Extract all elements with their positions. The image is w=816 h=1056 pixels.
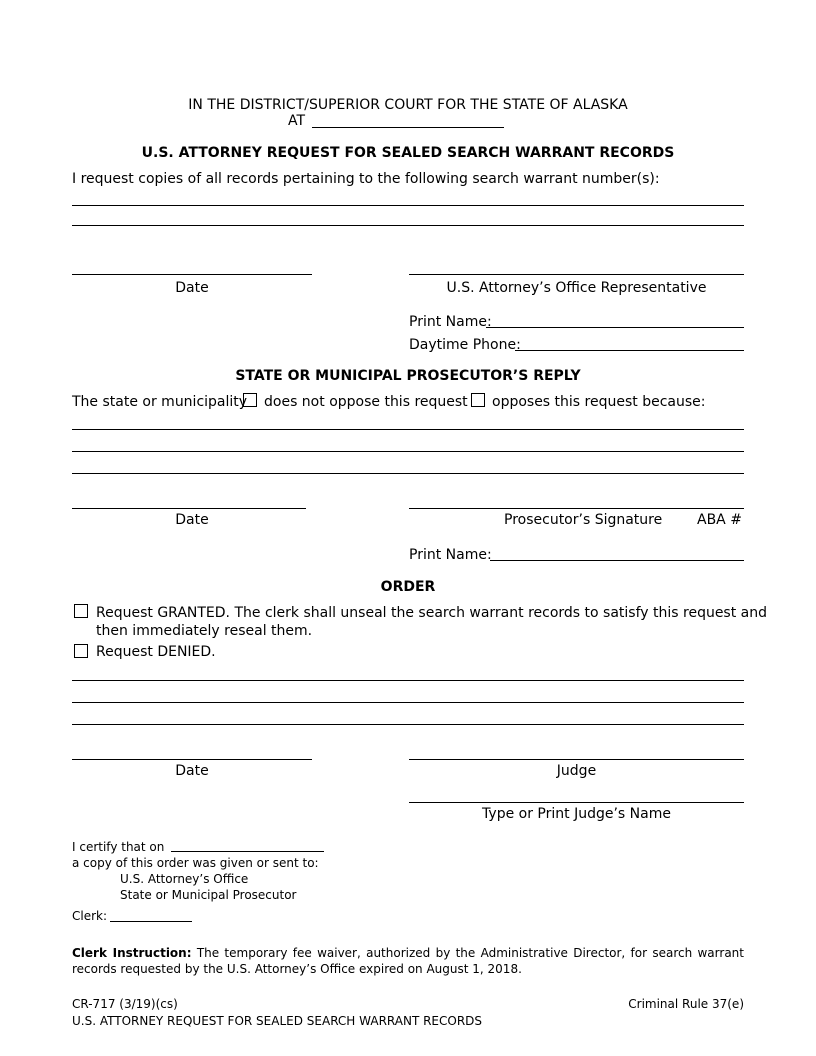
denied-checkbox[interactable]	[74, 644, 88, 658]
reply-date-label: Date	[175, 512, 209, 528]
opposes-checkbox[interactable]	[471, 393, 485, 407]
denied-text: Request DENIED.	[96, 644, 216, 660]
rep-label: U.S. Attorney’s Office Representative	[446, 280, 707, 296]
rep-print-name-field[interactable]	[486, 327, 744, 328]
copy-sent-line: a copy of this order was given or sent to:	[72, 856, 319, 870]
form-number: CR-717 (3/19)(cs)	[72, 997, 178, 1011]
order-date-field[interactable]	[72, 759, 312, 760]
opposes-label: opposes this request because:	[492, 394, 706, 410]
does-not-oppose-checkbox[interactable]	[243, 393, 257, 407]
rule-reference: Criminal Rule 37(e)	[628, 997, 744, 1011]
reply-date-field[interactable]	[72, 508, 306, 509]
opposition-reason-line-2[interactable]	[72, 451, 744, 452]
court-location-field[interactable]	[312, 127, 504, 128]
clerk-label: Clerk:	[72, 909, 108, 923]
rep-phone-label: Daytime Phone:	[409, 337, 521, 353]
warrant-number-line-2[interactable]	[72, 225, 744, 226]
order-note-line-1[interactable]	[72, 680, 744, 681]
at-label: AT	[288, 113, 306, 129]
request-intro: I request copies of all records pertaining to the following search warrant number(s):	[72, 171, 660, 187]
recipient-prosecutor: State or Municipal Prosecutor	[120, 888, 297, 902]
warrant-number-line-1[interactable]	[72, 205, 744, 206]
request-date-field[interactable]	[72, 274, 312, 275]
order-date-label: Date	[175, 763, 209, 779]
certify-label: I certify that on	[72, 840, 165, 854]
order-note-line-2[interactable]	[72, 702, 744, 703]
order-title: ORDER	[380, 579, 436, 595]
clerk-instruction-text: The temporary fee waiver, authorized by the Administrative Director, for search warrant	[196, 946, 744, 960]
aba-label: ABA #	[697, 512, 742, 528]
footer-form-title: U.S. ATTORNEY REQUEST FOR SEALED SEARCH WARRANT RECORDS	[72, 1014, 483, 1028]
reply-lead: The state or municipality	[72, 394, 248, 410]
judge-name-label: Type or Print Judge’s Name	[482, 806, 671, 822]
judge-signature-field[interactable]	[409, 759, 744, 760]
opposition-reason-line-1[interactable]	[72, 429, 744, 430]
request-date-label: Date	[175, 280, 209, 296]
reply-title: STATE OR MUNICIPAL PROSECUTOR’S REPLY	[235, 368, 581, 384]
opposition-reason-line-3[interactable]	[72, 473, 744, 474]
prosecutor-print-name-label: Print Name:	[409, 547, 492, 563]
granted-checkbox[interactable]	[74, 604, 88, 618]
request-title: U.S. ATTORNEY REQUEST FOR SEALED SEARCH WARRANT RECORDS	[141, 145, 675, 161]
order-note-line-3[interactable]	[72, 724, 744, 725]
recipient-us-attorney: U.S. Attorney’s Office	[120, 872, 249, 886]
clerk-instruction-line-1	[72, 945, 744, 961]
clerk-instruction-line-2: records requested by the U.S. Attorney’s Office expired on August 1, 2018.	[72, 962, 522, 976]
clerk-instruction-label: Clerk Instruction:	[72, 946, 192, 960]
court-heading: IN THE DISTRICT/SUPERIOR COURT FOR THE STATE OF ALASKA	[188, 97, 628, 113]
judge-name-field[interactable]	[409, 802, 744, 803]
certify-date-field[interactable]	[171, 851, 324, 852]
prosecutor-signature-field[interactable]	[409, 508, 744, 509]
prosecutor-print-name-field[interactable]	[490, 560, 744, 561]
rep-phone-field[interactable]	[515, 350, 744, 351]
rep-signature-field[interactable]	[409, 274, 744, 275]
prosecutor-signature-label: Prosecutor’s Signature	[504, 512, 663, 528]
judge-label: Judge	[556, 763, 597, 779]
granted-text-line-2: then immediately reseal them.	[96, 623, 313, 639]
clerk-initials-field[interactable]	[110, 921, 192, 922]
granted-text-line-1: Request GRANTED. The clerk shall unseal the search warrant records to satisfy this request and	[96, 605, 768, 621]
does-not-oppose-label: does not oppose this request	[264, 394, 468, 410]
rep-print-name-label: Print Name:	[409, 314, 492, 330]
